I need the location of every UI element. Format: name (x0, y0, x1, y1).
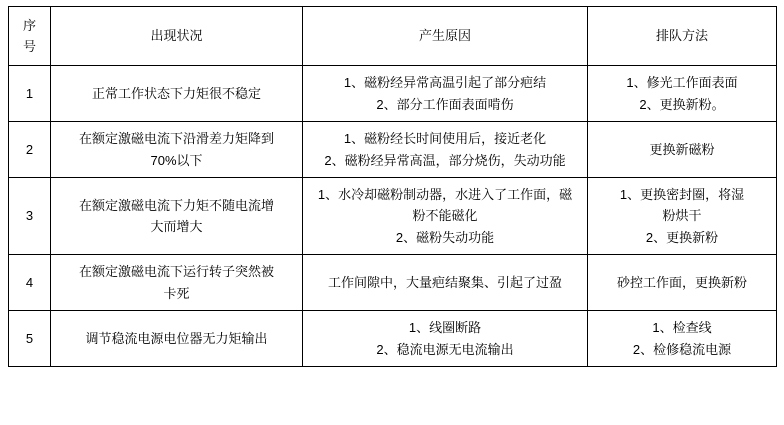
cell-symptom (51, 178, 303, 255)
cell-symptom-line: 70%以下 (150, 152, 203, 168)
cell-symptom (51, 255, 303, 311)
cell-cause (303, 255, 588, 311)
column-header-symptom: 出现状况 (51, 7, 303, 66)
cell-fix-line: 更换新磁粉 (649, 141, 715, 157)
cell-cause (303, 66, 588, 122)
cell-fix-line: 2、更换新粉 (645, 229, 719, 245)
cell-symptom-line: 在额定激磁电流下力矩不随电流增 (78, 197, 274, 213)
column-header-fix: 排队方法 (588, 7, 777, 66)
cell-fix (588, 178, 777, 255)
table-row (9, 255, 777, 311)
cell-cause-line: 1、磁粉经长时间使用后，接近老化 (343, 131, 547, 147)
table-row (9, 311, 777, 367)
cell-cause-line: 1、线圈断路 (408, 320, 482, 336)
cell-cause-line: 工作间隙中，大量疤结聚集、引起了过盈 (327, 275, 562, 291)
cell-symptom-line: 调节稳流电源电位器无力矩输出 (85, 331, 268, 347)
row-number: 4 (9, 255, 51, 311)
cell-cause-line: 1、磁粉经异常高温引起了部分疤结 (343, 75, 547, 91)
cell-symptom-line: 在额定激磁电流下沿滑差力矩降到 (78, 131, 274, 147)
cell-fix (588, 255, 777, 311)
cell-fix-line: 1、更换密封圈，将湿 (619, 187, 745, 202)
column-header-no (9, 7, 51, 66)
cell-fix-line: 1、检查线 (652, 320, 712, 336)
table-header-row (9, 7, 777, 66)
row-number: 1 (9, 66, 51, 122)
cell-fix-line: 砂控工作面，更换新粉 (616, 275, 747, 291)
cell-cause-line: 2、稳流电源无电流输出 (376, 341, 514, 357)
table-body (9, 66, 777, 367)
row-number: 3 (9, 178, 51, 255)
cell-symptom-line: 大而增大 (150, 219, 203, 235)
column-header-cause: 产生原因 (303, 7, 588, 66)
cell-symptom (51, 311, 303, 367)
table-row (9, 178, 777, 255)
column-header-no-line2: 号 (22, 39, 36, 54)
cell-cause-line: 粉不能磁化 (412, 208, 478, 224)
row-number: 2 (9, 122, 51, 178)
cell-fix-line: 2、检修稳流电源 (632, 341, 732, 357)
cell-cause (303, 178, 588, 255)
cell-symptom (51, 122, 303, 178)
cell-fix (588, 122, 777, 178)
table-header (9, 7, 777, 66)
cell-cause-line: 2、磁粉经异常高温，部分烧伤，失动功能 (324, 152, 566, 168)
cell-symptom-line: 卡死 (163, 285, 190, 301)
cell-fix (588, 66, 777, 122)
cell-fix-line: 2、更换新粉。 (639, 96, 725, 112)
cell-fix (588, 311, 777, 367)
fault-diagnosis-table (8, 6, 777, 367)
cell-cause-line: 1、水冷却磁粉制动器，水进入了工作面，磁 (317, 187, 573, 202)
cell-symptom (51, 66, 303, 122)
cell-cause (303, 122, 588, 178)
cell-symptom-line: 在额定激磁电流下运行转子突然被 (78, 264, 274, 280)
cell-symptom-line: 正常工作状态下力矩很不稳定 (91, 85, 261, 101)
table-row (9, 122, 777, 178)
table-row (9, 66, 777, 122)
cell-fix-line: 1、修光工作面表面 (626, 75, 738, 91)
column-header-no-line1: 序 (22, 17, 36, 33)
cell-cause-line: 2、部分工作面表面啃伤 (376, 96, 514, 112)
cell-cause-line: 2、磁粉失动功能 (395, 229, 495, 245)
cell-cause (303, 311, 588, 367)
row-number: 5 (9, 311, 51, 367)
cell-fix-line: 粉烘干 (662, 208, 702, 224)
